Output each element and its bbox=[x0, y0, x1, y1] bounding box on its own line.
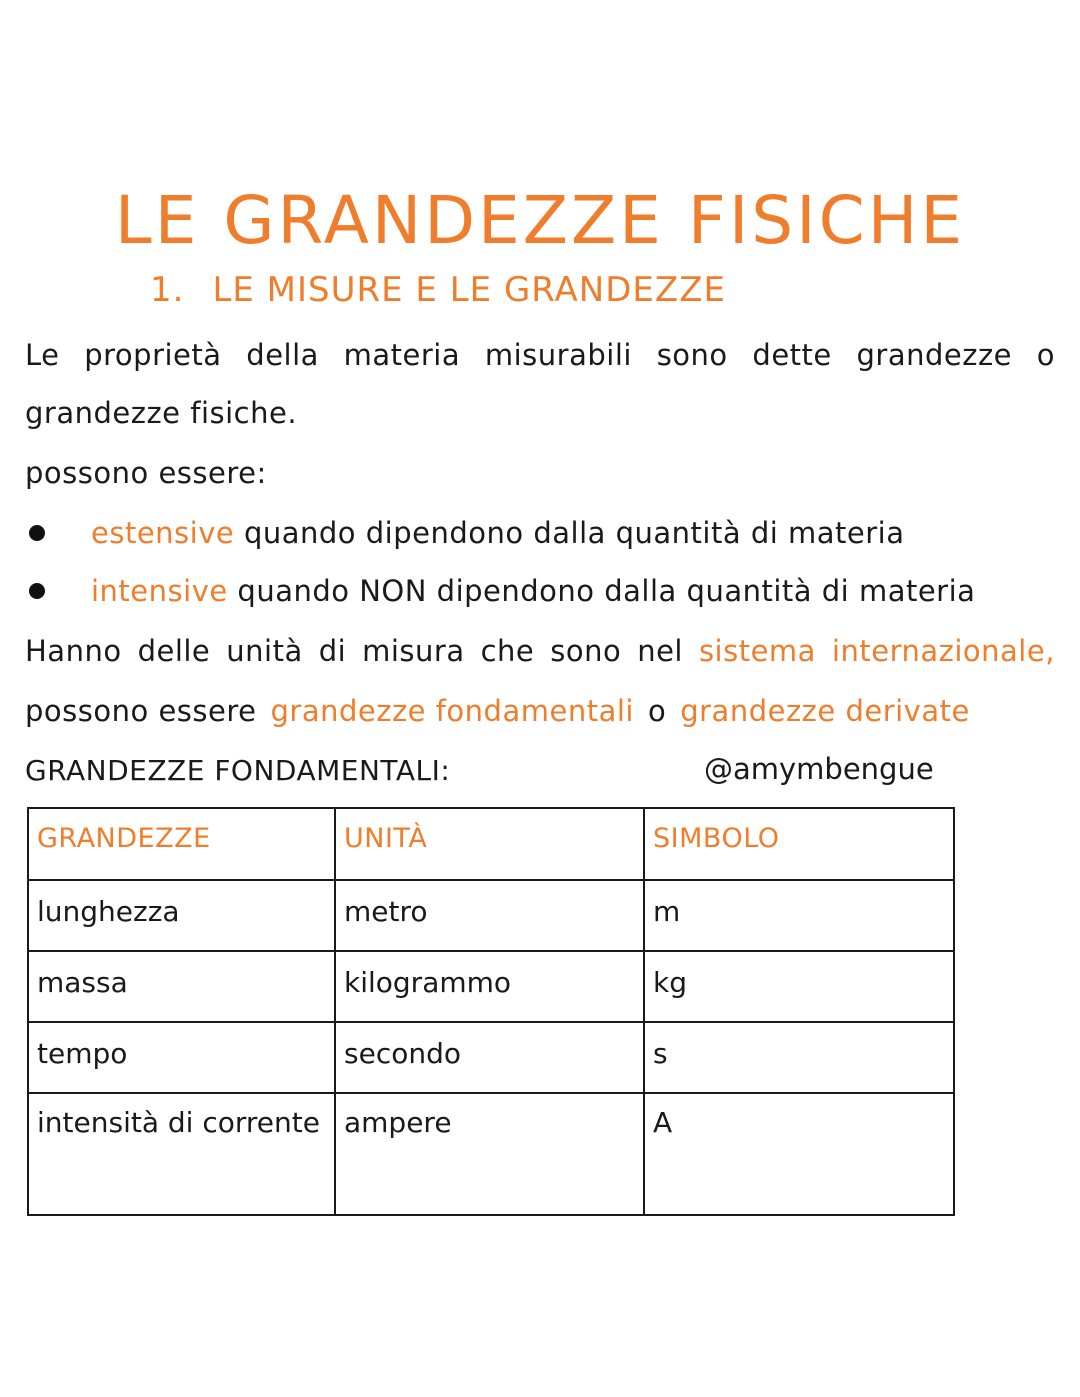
word: delle bbox=[137, 634, 211, 668]
table-row bbox=[28, 1093, 954, 1215]
section-title: LE MISURE E LE GRANDEZZE bbox=[212, 270, 726, 310]
bullet-icon bbox=[29, 525, 45, 541]
highlight-word: internazionale, bbox=[831, 634, 1055, 668]
header-cell: UNITÀ bbox=[335, 808, 644, 880]
table-header-row bbox=[28, 808, 954, 880]
table-cell: metro bbox=[335, 880, 644, 951]
table-row bbox=[28, 951, 954, 1022]
table-cell: tempo bbox=[28, 1022, 335, 1093]
paragraph-definition-continuation: grandezze fisiche. bbox=[25, 396, 298, 430]
paragraph-categories bbox=[25, 694, 970, 728]
word: Le bbox=[25, 338, 60, 372]
table-cell: kg bbox=[644, 951, 954, 1022]
section-number: 1. bbox=[150, 270, 185, 310]
table-cell: s bbox=[644, 1022, 954, 1093]
table-cell: kilogrammo bbox=[335, 951, 644, 1022]
table-cell: A bbox=[644, 1093, 954, 1215]
highlight-derived: grandezze derivate bbox=[680, 694, 970, 728]
table-row bbox=[28, 880, 954, 951]
bullet-item bbox=[25, 516, 905, 550]
word: Hanno bbox=[25, 634, 122, 668]
word: o bbox=[1036, 338, 1055, 372]
word: misura bbox=[362, 634, 465, 668]
word: che bbox=[480, 634, 535, 668]
table-cell: m bbox=[644, 880, 954, 951]
paragraph-definition bbox=[25, 338, 1055, 372]
bullet-icon bbox=[29, 583, 45, 599]
paragraph-prefix: possono essere bbox=[25, 694, 257, 728]
paragraph-types-intro: possono essere: bbox=[25, 456, 267, 490]
table-cell: ampere bbox=[335, 1093, 644, 1215]
word: dette bbox=[752, 338, 832, 372]
bullet-item bbox=[25, 574, 975, 608]
author-watermark: @amymbengue bbox=[704, 752, 934, 786]
word: sono bbox=[656, 338, 728, 372]
word: misurabili bbox=[484, 338, 632, 372]
bullet-text: quando NON dipendono dalla quantità di materia bbox=[237, 574, 976, 608]
page-title: LE GRANDEZZE FISICHE bbox=[114, 182, 966, 260]
bullet-highlight: intensive bbox=[91, 574, 228, 608]
word: proprietà bbox=[84, 338, 222, 372]
fundamentals-heading: GRANDEZZE FONDAMENTALI: bbox=[25, 754, 451, 787]
word: sono bbox=[550, 634, 622, 668]
table-cell: lunghezza bbox=[28, 880, 335, 951]
table-cell: intensità di corrente bbox=[28, 1093, 335, 1215]
word: nel bbox=[637, 634, 683, 668]
word: materia bbox=[343, 338, 461, 372]
table-row bbox=[28, 1022, 954, 1093]
word: della bbox=[246, 338, 319, 372]
header-cell: GRANDEZZE bbox=[28, 808, 335, 880]
word: grandezze bbox=[856, 338, 1013, 372]
word: unità bbox=[226, 634, 303, 668]
bullet-text: quando dipendono dalla quantità di materia bbox=[243, 516, 905, 550]
highlight-fundamental: grandezze fondamentali bbox=[270, 694, 634, 728]
word: di bbox=[318, 634, 347, 668]
header-cell: SIMBOLO bbox=[644, 808, 954, 880]
table-cell: secondo bbox=[335, 1022, 644, 1093]
bullet-highlight: estensive bbox=[91, 516, 235, 550]
paragraph-units bbox=[25, 634, 1055, 668]
fundamental-quantities-table bbox=[27, 807, 955, 1216]
section-heading bbox=[150, 270, 726, 310]
connector: o bbox=[647, 694, 667, 728]
table-cell: massa bbox=[28, 951, 335, 1022]
highlight-word: sistema bbox=[698, 634, 816, 668]
